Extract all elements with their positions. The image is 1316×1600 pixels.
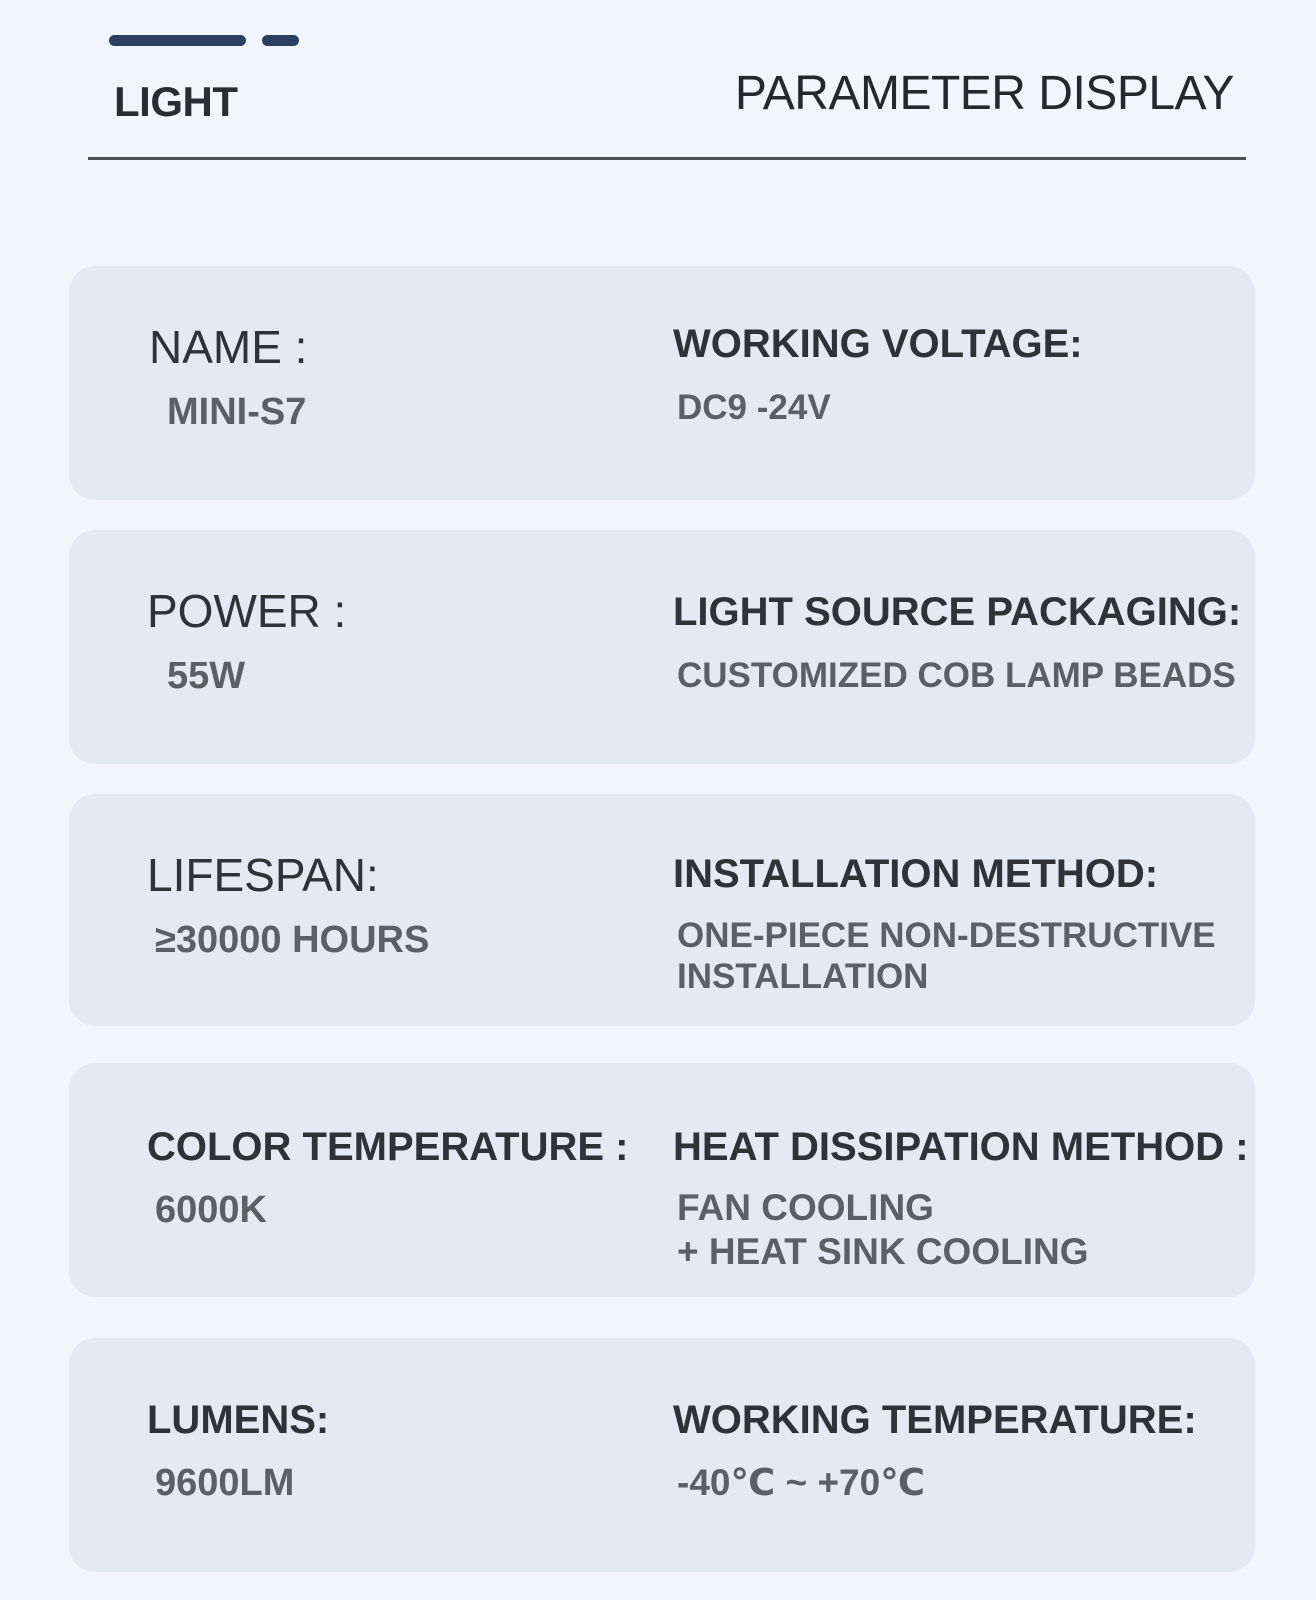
param-label: LIFESPAN: — [147, 849, 379, 901]
param-installation-method — [673, 852, 1216, 998]
param-card-lifespan-installation — [69, 794, 1255, 1026]
param-label: LIGHT SOURCE PACKAGING: — [673, 590, 1242, 634]
param-label: NAME : — [149, 321, 308, 373]
param-name — [149, 320, 307, 435]
param-value: 55W — [167, 655, 246, 697]
param-value: MINI-S7 — [167, 391, 307, 433]
param-light-source-packaging — [673, 590, 1241, 696]
param-label: WORKING TEMPERATURE: — [673, 1398, 1197, 1442]
header-accent-bar — [109, 35, 246, 46]
param-lifespan — [147, 848, 429, 963]
param-card-color-heat — [69, 1063, 1255, 1297]
param-label: POWER : — [147, 585, 347, 637]
param-heat-dissipation-method — [673, 1125, 1249, 1273]
param-color-temperature — [147, 1125, 628, 1233]
param-label: LUMENS: — [147, 1398, 330, 1442]
param-value: -40℃ ~ +70℃ — [677, 1462, 926, 1503]
param-label: WORKING VOLTAGE: — [673, 322, 1083, 366]
param-working-temperature — [673, 1398, 1197, 1505]
header-accent-dash — [262, 35, 299, 46]
param-value: DC9 -24V — [677, 388, 831, 427]
header-divider — [88, 157, 1246, 160]
param-label: HEAT DISSIPATION METHOD : — [673, 1125, 1249, 1169]
param-working-voltage — [673, 322, 1083, 428]
brand-label: LIGHT — [114, 78, 238, 125]
param-value: 9600LM — [155, 1462, 295, 1504]
page-title: PARAMETER DISPLAY — [734, 67, 1234, 120]
param-value: CUSTOMIZED COB LAMP BEADS — [677, 656, 1236, 695]
param-power — [147, 584, 346, 699]
param-value: ONE-PIECE NON-DESTRUCTIVE INSTALLATION — [677, 916, 1216, 997]
param-value: ≥30000 HOURS — [155, 919, 430, 961]
param-lumens — [147, 1398, 329, 1506]
param-card-power-packaging — [69, 530, 1255, 764]
param-label: INSTALLATION METHOD: — [673, 852, 1159, 896]
param-value: 6000K — [155, 1189, 267, 1231]
param-card-name-voltage — [69, 266, 1255, 500]
param-card-lumens-temperature — [69, 1338, 1255, 1572]
param-value: FAN COOLING + HEAT SINK COOLING — [677, 1187, 1089, 1272]
param-label: COLOR TEMPERATURE : — [147, 1125, 629, 1169]
